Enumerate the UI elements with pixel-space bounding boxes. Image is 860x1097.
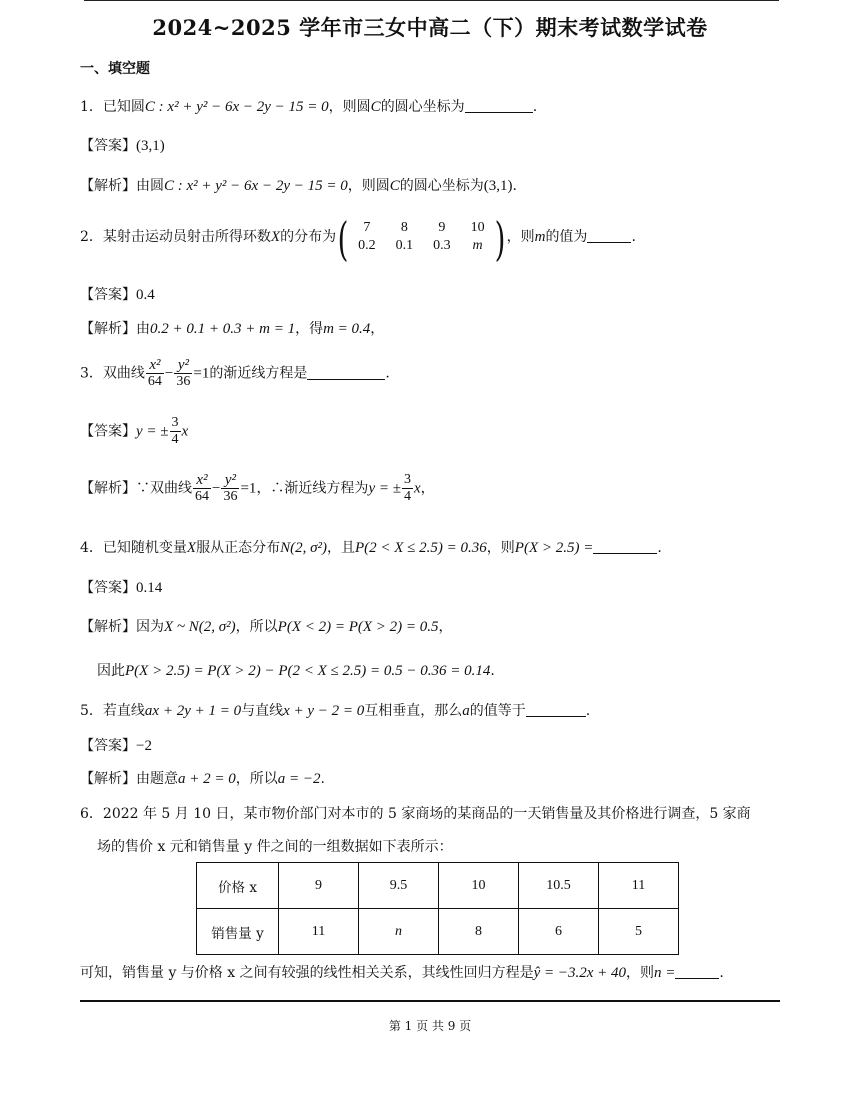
q5-line1: ax + 2y + 1 = 0 xyxy=(144,703,242,719)
q3-answer xyxy=(80,415,188,448)
q4-analysis-dist: X ~ N(2, σ²) xyxy=(164,619,236,635)
q1-answer xyxy=(80,135,165,155)
answer-value: −2 xyxy=(136,738,152,754)
answer-label: 【答案】 xyxy=(80,580,136,596)
frac-num: x² xyxy=(146,357,164,374)
frac-num: 3 xyxy=(171,415,179,430)
q2-analysis-c: ， xyxy=(370,321,385,337)
q4-analysis-c: ， xyxy=(438,619,453,635)
q3-end: . xyxy=(385,365,390,382)
q3-analysis-b: ，∴渐近线方程为 xyxy=(256,480,369,497)
q1-analysis-c-letter: C xyxy=(389,178,400,194)
q6-n: n = xyxy=(654,965,676,981)
answer-blank xyxy=(465,98,533,113)
q2-end: . xyxy=(631,229,636,245)
q2-mid: 的分布为 xyxy=(280,229,337,245)
matrix-cell: 9 xyxy=(438,220,446,235)
section-heading: 一、填空题 xyxy=(80,61,150,77)
q1-c: C xyxy=(370,99,381,115)
fraction-x2-64 xyxy=(146,357,164,390)
page-title: 2024~2025 学年市三女中高二（下）期末考试数学试卷 xyxy=(152,15,708,40)
top-rule xyxy=(84,0,779,1)
matrix-cell: 0.1 xyxy=(395,238,414,253)
table-cell: 5 xyxy=(599,909,679,955)
q3-tail: 的渐近线方程是 xyxy=(209,365,308,382)
answer-value: 0.14 xyxy=(136,580,163,596)
matrix-cell: 0.2 xyxy=(358,238,376,253)
q2-answer xyxy=(80,284,155,304)
table-cell: 10.5 xyxy=(519,863,599,909)
q5-answer xyxy=(80,735,152,755)
q2-m: m xyxy=(534,229,546,245)
answer-label: 【答案】 xyxy=(80,287,136,303)
q1-tail: 的圆心坐标为 xyxy=(380,99,465,115)
q2-analysis xyxy=(80,318,384,338)
frac-den: 4 xyxy=(171,432,179,447)
q4-line2-eq: P(X > 2.5) = P(X > 2) − P(2 < X ≤ 2.5) = 0.5 − 0.36 = 0.14 xyxy=(125,663,491,679)
q3-stem: 3．双曲线 xyxy=(80,365,145,382)
answer-blank xyxy=(593,539,657,554)
answer-label: 【答案】 xyxy=(80,138,136,154)
q1-analysis-equation: C : x² + y² − 6x − 2y − 15 = 0 xyxy=(164,178,348,194)
q2-analysis-b: ，得 xyxy=(295,321,324,337)
table-cell: 9 xyxy=(279,863,359,909)
asymptote-prefix: y = ± xyxy=(368,480,401,497)
q3-analysis-a: ∵双曲线 xyxy=(136,480,192,497)
q4-line2-end: . xyxy=(490,663,495,679)
q4-answer xyxy=(80,577,162,597)
answer-blank xyxy=(307,365,385,380)
minus-sign: − xyxy=(212,480,221,497)
q4-line2-a: 因此 xyxy=(97,663,125,679)
analysis-label: 【解析】 xyxy=(80,178,136,194)
q4-end: . xyxy=(657,540,662,556)
q5-analysis-eq: a + 2 = 0 xyxy=(178,771,236,787)
page-footer: 第 1 页 共 9 页 xyxy=(388,1019,472,1033)
question-6-line1: 6．2022 年 5 月 10 日，某市物价部门对本市的 5 家商场的某商品的一天销售量及其价格进行调查，5 家商 xyxy=(80,806,751,822)
answer-x: x xyxy=(181,423,189,440)
answer-blank xyxy=(526,702,586,717)
table-row xyxy=(197,909,679,955)
q6-end: . xyxy=(719,965,724,981)
frac-den: 36 xyxy=(223,489,238,504)
frac-num: 3 xyxy=(403,472,411,487)
distribution-table xyxy=(348,219,495,255)
q4-mid2: ，且 xyxy=(326,540,355,556)
q4-ask: P(X > 2.5) = xyxy=(514,540,594,556)
answer-value: (3,1) xyxy=(136,138,165,154)
asymptote-x: x xyxy=(413,480,421,497)
q2-tail-b: 的值为 xyxy=(545,229,588,245)
fraction-x2-64 xyxy=(193,472,211,505)
q6-line3-b: ，则 xyxy=(626,965,655,981)
table-cell: 11 xyxy=(279,909,359,955)
matrix-cell: 10 xyxy=(470,220,485,235)
left-paren: ( xyxy=(337,212,349,266)
q5-a: a xyxy=(462,703,470,719)
q1-analysis-a: 由圆 xyxy=(136,178,164,194)
question-2 xyxy=(80,212,636,266)
q2-analysis-eq: 0.2 + 0.1 + 0.3 + m = 1 xyxy=(150,321,296,337)
frac-den: 64 xyxy=(195,489,209,504)
q2-tail-a: ，则 xyxy=(506,229,535,245)
q3-analysis-c: ， xyxy=(420,480,435,497)
q5-end: . xyxy=(585,703,591,719)
frac-num: x² xyxy=(193,472,211,489)
table-cell: 9.5 xyxy=(359,863,439,909)
table-cell: 10 xyxy=(439,863,519,909)
q4-analysis-b: ，所以 xyxy=(235,619,278,635)
fraction-3-4 xyxy=(402,472,413,505)
analysis-label: 【解析】 xyxy=(80,771,136,787)
analysis-label: 【解析】 xyxy=(80,480,136,497)
q1-analysis-c: 的圆心坐标为 xyxy=(399,178,484,194)
q5-tail: 的值等于 xyxy=(469,703,526,719)
q1-analysis-b: ，则圆 xyxy=(347,178,390,194)
q2-stem: 2．某射击运动员射击所得环数 xyxy=(80,229,271,245)
table-cell: 11 xyxy=(599,863,679,909)
answer-blank xyxy=(587,228,631,243)
regression-equation: ŷ = −3.2x + 40 xyxy=(533,965,627,981)
q1-circle-equation: C : x² + y² − 6x − 2y − 15 = 0 xyxy=(144,99,329,115)
frac-den: 4 xyxy=(403,489,411,504)
question-6-line2: 场的售价 x 元和销售量 y 件之间的一组数据如下表所示： xyxy=(97,839,453,855)
analysis-label: 【解析】 xyxy=(80,321,136,337)
fraction-3-4 xyxy=(170,415,181,448)
table-header-sales: 销售量 y xyxy=(197,909,279,955)
q1-mid: ，则圆 xyxy=(328,99,371,115)
q2-analysis-a: 由 xyxy=(136,321,150,337)
equals-one: =1 xyxy=(240,480,257,497)
q6-line3-a: 可知，销售量 y 与价格 x 之间有较强的线性相关关系，其线性回归方程是 xyxy=(80,965,534,981)
question-4 xyxy=(80,537,662,557)
answer-prefix: y = ± xyxy=(136,423,169,440)
q5-analysis-c: . xyxy=(320,771,325,787)
matrix-cell: m xyxy=(472,238,483,253)
q5-stem: 5．若直线 xyxy=(80,703,145,719)
q4-mid: 服从正态分布 xyxy=(196,540,281,556)
q5-mid2: 互相垂直，那么 xyxy=(364,703,463,719)
matrix-cell: 8 xyxy=(400,220,408,235)
q4-dist: N(2, σ²) xyxy=(280,540,327,556)
answer-value: 0.4 xyxy=(136,287,155,303)
q3-analysis xyxy=(80,472,435,505)
q1-analysis-d: (3,1) xyxy=(483,178,513,194)
fraction-y2-36 xyxy=(221,472,239,505)
equals-one: =1 xyxy=(193,365,210,382)
analysis-label: 【解析】 xyxy=(80,619,136,635)
fraction-y2-36 xyxy=(174,357,192,390)
q4-analysis-eq: P(X < 2) = P(X > 2) = 0.5 xyxy=(277,619,439,635)
frac-den: 36 xyxy=(176,374,191,389)
q5-mid: 与直线 xyxy=(241,703,284,719)
q1-analysis xyxy=(80,175,517,195)
q1-end: . xyxy=(532,99,538,115)
q1-analysis-e: . xyxy=(512,178,517,194)
frac-num: y² xyxy=(174,357,192,374)
q1-stem: 1．已知圆 xyxy=(80,99,145,115)
distribution-matrix xyxy=(336,212,507,266)
right-paren: ) xyxy=(494,212,506,266)
q4-analysis-a: 因为 xyxy=(136,619,164,635)
table-header-price: 价格 x xyxy=(197,863,279,909)
frac-num: y² xyxy=(221,472,239,489)
frac-den: 64 xyxy=(147,374,162,389)
q5-analysis xyxy=(80,768,325,788)
table-row xyxy=(197,863,679,909)
minus-sign: − xyxy=(164,365,174,382)
footer-rule xyxy=(80,1000,780,1002)
question-3 xyxy=(80,357,390,390)
matrix-cell: 7 xyxy=(363,220,371,235)
question-6-line3 xyxy=(80,962,724,982)
q4-cond: P(2 < X ≤ 2.5) = 0.36 xyxy=(354,540,487,556)
q4-analysis-line2 xyxy=(97,660,495,680)
q2-x: X xyxy=(270,229,281,245)
q4-stem: 4．已知随机变量 xyxy=(80,540,187,556)
q4-mid3: ，则 xyxy=(486,540,515,556)
answer-blank xyxy=(675,964,719,979)
matrix-cell: 0.3 xyxy=(433,238,451,253)
q2-analysis-res: m = 0.4 xyxy=(323,321,371,337)
table-cell: 6 xyxy=(519,909,599,955)
q5-analysis-res: a = −2 xyxy=(277,771,321,787)
q5-analysis-b: ，所以 xyxy=(235,771,278,787)
q4-analysis xyxy=(80,616,453,636)
question-5 xyxy=(80,700,590,720)
q4-x: X xyxy=(186,540,197,556)
table-cell: 8 xyxy=(439,909,519,955)
q5-analysis-a: 由题意 xyxy=(136,771,178,787)
question-1 xyxy=(80,96,537,116)
answer-label: 【答案】 xyxy=(80,738,136,754)
price-sales-table xyxy=(196,862,679,955)
table-cell: n xyxy=(359,909,439,955)
answer-label: 【答案】 xyxy=(80,423,136,440)
q5-line2: x + y − 2 = 0 xyxy=(283,703,365,719)
